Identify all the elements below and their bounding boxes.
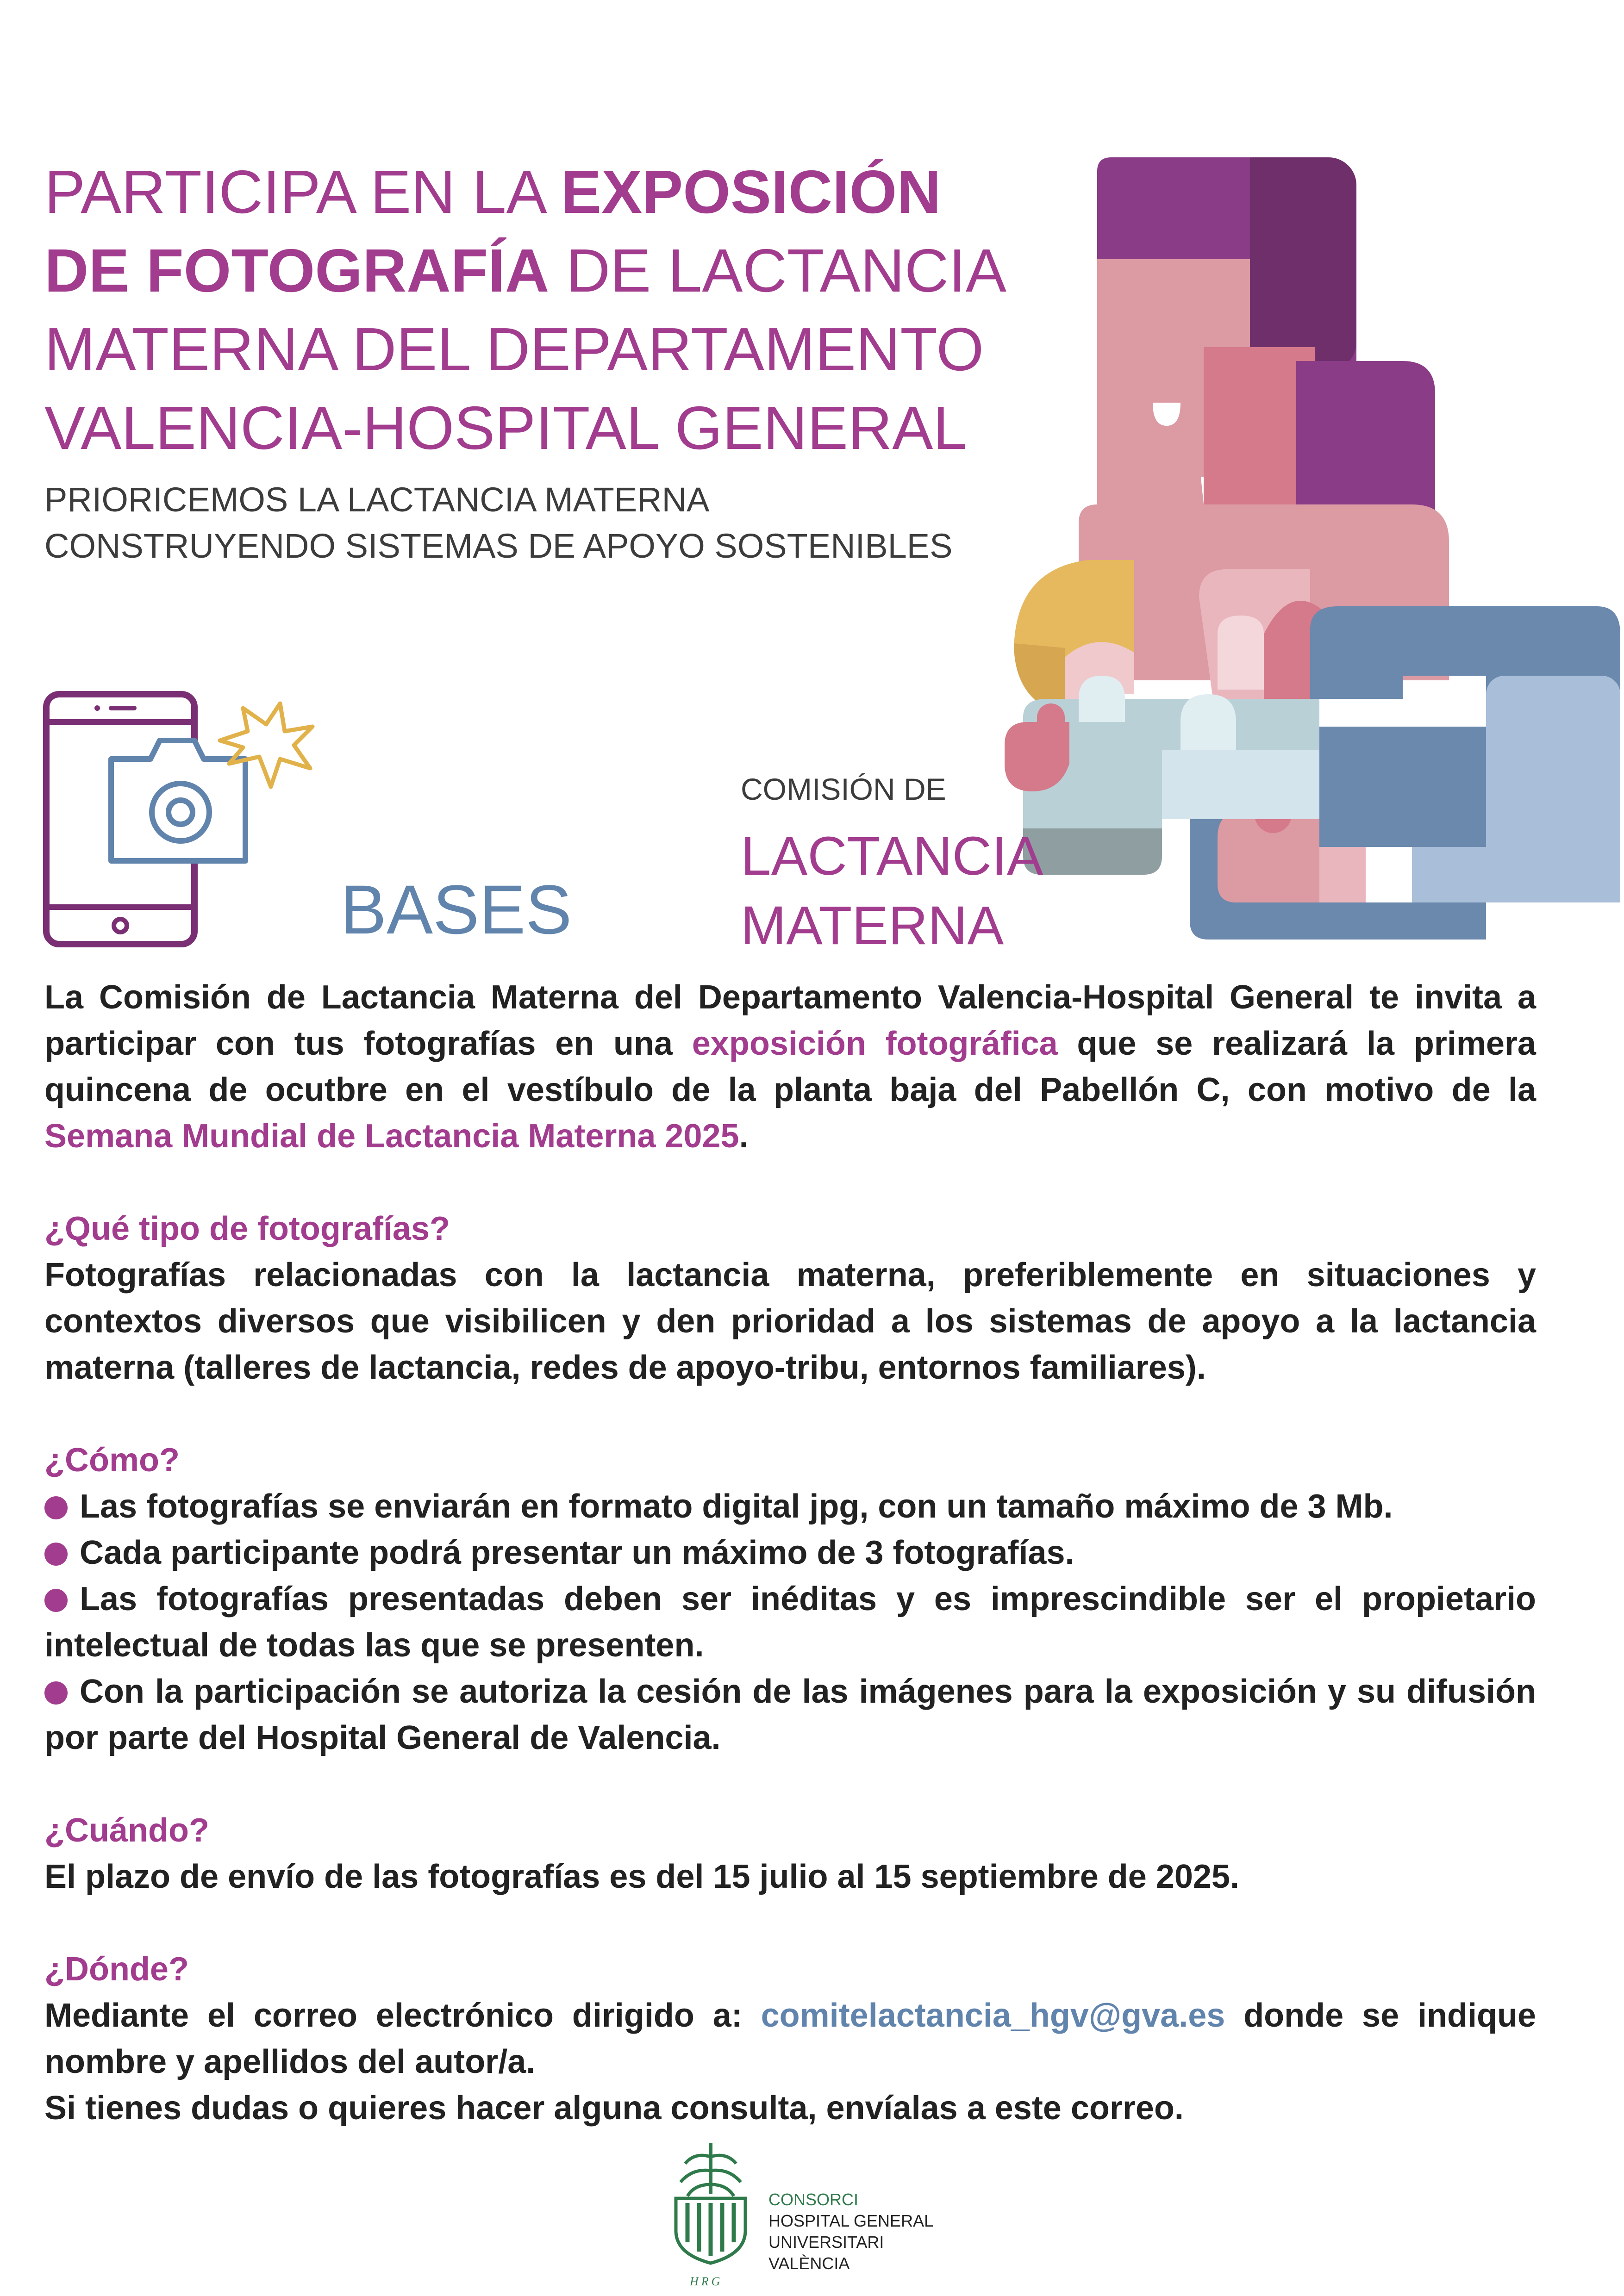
logo-line-1: CONSORCI	[768, 2190, 859, 2209]
tipo-paragraph: Fotografías relacionadas con la lactancia materna, preferiblemente en situaciones y contextos diversos que visibilicen y den prioridad a los sistemas de apoyo a la lactancia materna (talleres de lactancia, redes de apoyo-tribu, entornos familiares).	[44, 1257, 1536, 1386]
donde-consulta: Si tienes dudas o quieres hacer alguna consulta, envíalas a este correo.	[44, 2090, 1184, 2127]
bullet-dot-icon	[44, 1589, 68, 1612]
flash-burst-icon	[211, 699, 317, 791]
title-line-2: DE FOTOGRAFÍA DE LACTANCIA	[44, 236, 1006, 305]
title-line-3: MATERNA DEL DEPARTAMENTO	[44, 315, 984, 383]
logo-line-2: HOSPITAL GENERAL	[768, 2211, 934, 2230]
subtitle	[44, 477, 1109, 569]
donde-paragraph: Mediante el correo electrónico dirigido a: comitelactancia_hgv@gva.es donde se indique nombre y apellidos del autor/a.	[44, 1997, 1536, 2080]
subtitle-line-1: PRIORICEMOS LA LACTANCIA MATERNA	[44, 480, 710, 519]
bases-label: BASES	[340, 871, 572, 948]
subtitle-line-2: CONSTRUYENDO SISTEMAS DE APOYO SOSTENIBLES	[44, 527, 953, 565]
title-line-4: VALENCIA-HOSPITAL GENERAL	[44, 394, 967, 462]
heading-cuando: ¿Cuándo?	[44, 1812, 209, 1849]
list-item: Las fotografías presentadas deben ser inéditas y es imprescindible ser el propietario intelectual de todas las que se presenten.	[44, 1580, 1536, 1664]
heading-donde: ¿Dónde?	[44, 1951, 189, 1988]
list-item: Las fotografías se enviarán en formato digital jpg, con un tamaño máximo de 3 Mb.	[44, 1483, 1536, 1530]
breastfeeding-family-illustration	[995, 153, 1624, 949]
heading-tipo: ¿Qué tipo de fotografías?	[44, 1210, 450, 1247]
highlight-semana-mundial: Semana Mundial de Lactancia Materna 2025	[44, 1118, 739, 1155]
bullet-dot-icon	[44, 1681, 68, 1705]
heading-como: ¿Cómo?	[44, 1442, 180, 1479]
bullet-dot-icon	[44, 1543, 68, 1566]
commission-line-2: MATERNA	[741, 895, 1004, 956]
bullet-dot-icon	[44, 1496, 68, 1519]
list-item: Cada participante podrá presentar un máximo de 3 fotografías.	[44, 1530, 1536, 1576]
commission-line-1: LACTANCIA	[741, 826, 1043, 887]
page-title	[44, 153, 1063, 467]
cuando-paragraph: El plazo de envío de las fotografías es del 15 julio al 15 septiembre de 2025.	[44, 1858, 1239, 1895]
logo-initials: HRG	[690, 2275, 723, 2288]
email-link[interactable]: comitelactancia_hgv@gva.es	[761, 1997, 1225, 2034]
logo-line-4: VALÈNCIA	[768, 2254, 850, 2273]
highlight-exposicion: exposición fotográfica	[692, 1025, 1058, 1062]
list-item: Con la participación se autoriza la cesión de las imágenes para la exposición y su difusión por parte del Hospital General de Valencia.	[44, 1673, 1536, 1756]
logo-line-3: UNIVERSITARI	[768, 2233, 884, 2252]
title-line-1: PARTICIPA EN LA EXPOSICIÓN	[44, 158, 941, 226]
commission-label-big	[741, 821, 1043, 960]
commission-label-small: COMISIÓN DE	[741, 772, 946, 806]
hospital-logo-icon	[667, 2138, 755, 2277]
hospital-logo-text	[768, 2189, 933, 2274]
intro-paragraph: La Comisión de Lactancia Materna del Departamento Valencia-Hospital General te invita a participar con tus fotografías en una exposición fotográfica que se realizará la primera quincena de ocutbre en el vestíbulo de la planta baja del Pabellón C, con motivo de la Semana Mundial de Lactancia Materna 2025.	[44, 979, 1536, 1155]
bases-content	[44, 974, 1536, 2131]
